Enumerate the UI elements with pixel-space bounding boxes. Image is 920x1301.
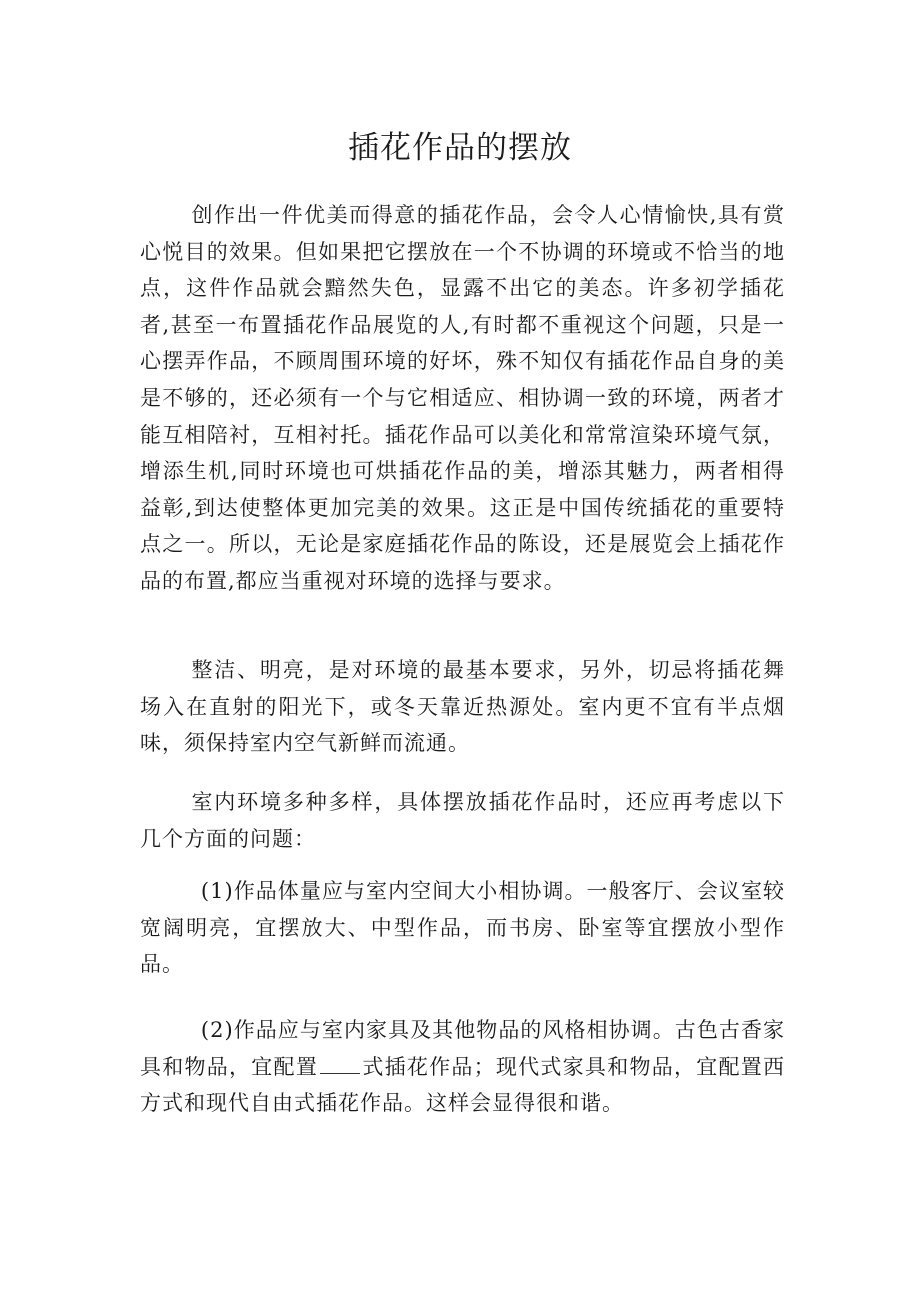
paragraph-considerations: 室内环境多种多样，具体摆放插花作品时，还应再考虑以下几个方面的问题： (140, 790, 785, 851)
list-item-2 (140, 1012, 785, 1122)
paragraph-environment-requirements: 整洁、明亮，是对环境的最基本要求，另外，切忌将插花舞场入在直射的阳光下，或冬天靠近热源处。室内更不宜有半点烟味，须保持室内空气新鲜而流通。 (140, 658, 785, 756)
paragraph-intro: 创作出一件优美而得意的插花作品，会令人心情愉快,具有赏心悦目的效果。但如果把它摆放在一个不协调的环境或不恰当的地点，这件作品就会黯然失色，显露不出它的美态。许多初学插花者,甚至一布置插花作品展览的人,有时都不重视这个问题，只是一心摆弄作品，不顾周围环境的好坏，殊不知仅有插花作品自身的美是不够的，还必须有一个与它相适应、相协调一致的环境，两者才能互相陪衬，互相衬托。插花作品可以美化和常常渲染环境气氛，增添生机,同时环境也可烘插花作品的美，增添其魅力，两者相得益彰,到达使整体更加完美的效果。这正是中国传统插花的重要特点之一。所以，无论是家庭插花作品的陈设，还是展览会上插花作品的布置,都应当重视对环境的选择与要求。 (140, 203, 785, 593)
fill-in-blank (320, 1055, 360, 1074)
list-item-2-text-end: 式插花作品；现代式家具和物品，宜配置西方式和现代自由式插花作品。这样会显得很和谐。 (140, 1054, 786, 1116)
list-item-1: (1)作品体量应与室内空间大小相协调。一般客厅、会议室较宽阔明亮，宜摆放大、中型作品，而书房、卧室等宜摆放小型作品。 (140, 879, 785, 977)
list-item-2-text-start: (2)作品应与室内家具及其他物品的风格相协调。古色古香家具和物品，宜配置 (140, 1018, 785, 1079)
document-title: 插花作品的摆放 (348, 130, 572, 166)
